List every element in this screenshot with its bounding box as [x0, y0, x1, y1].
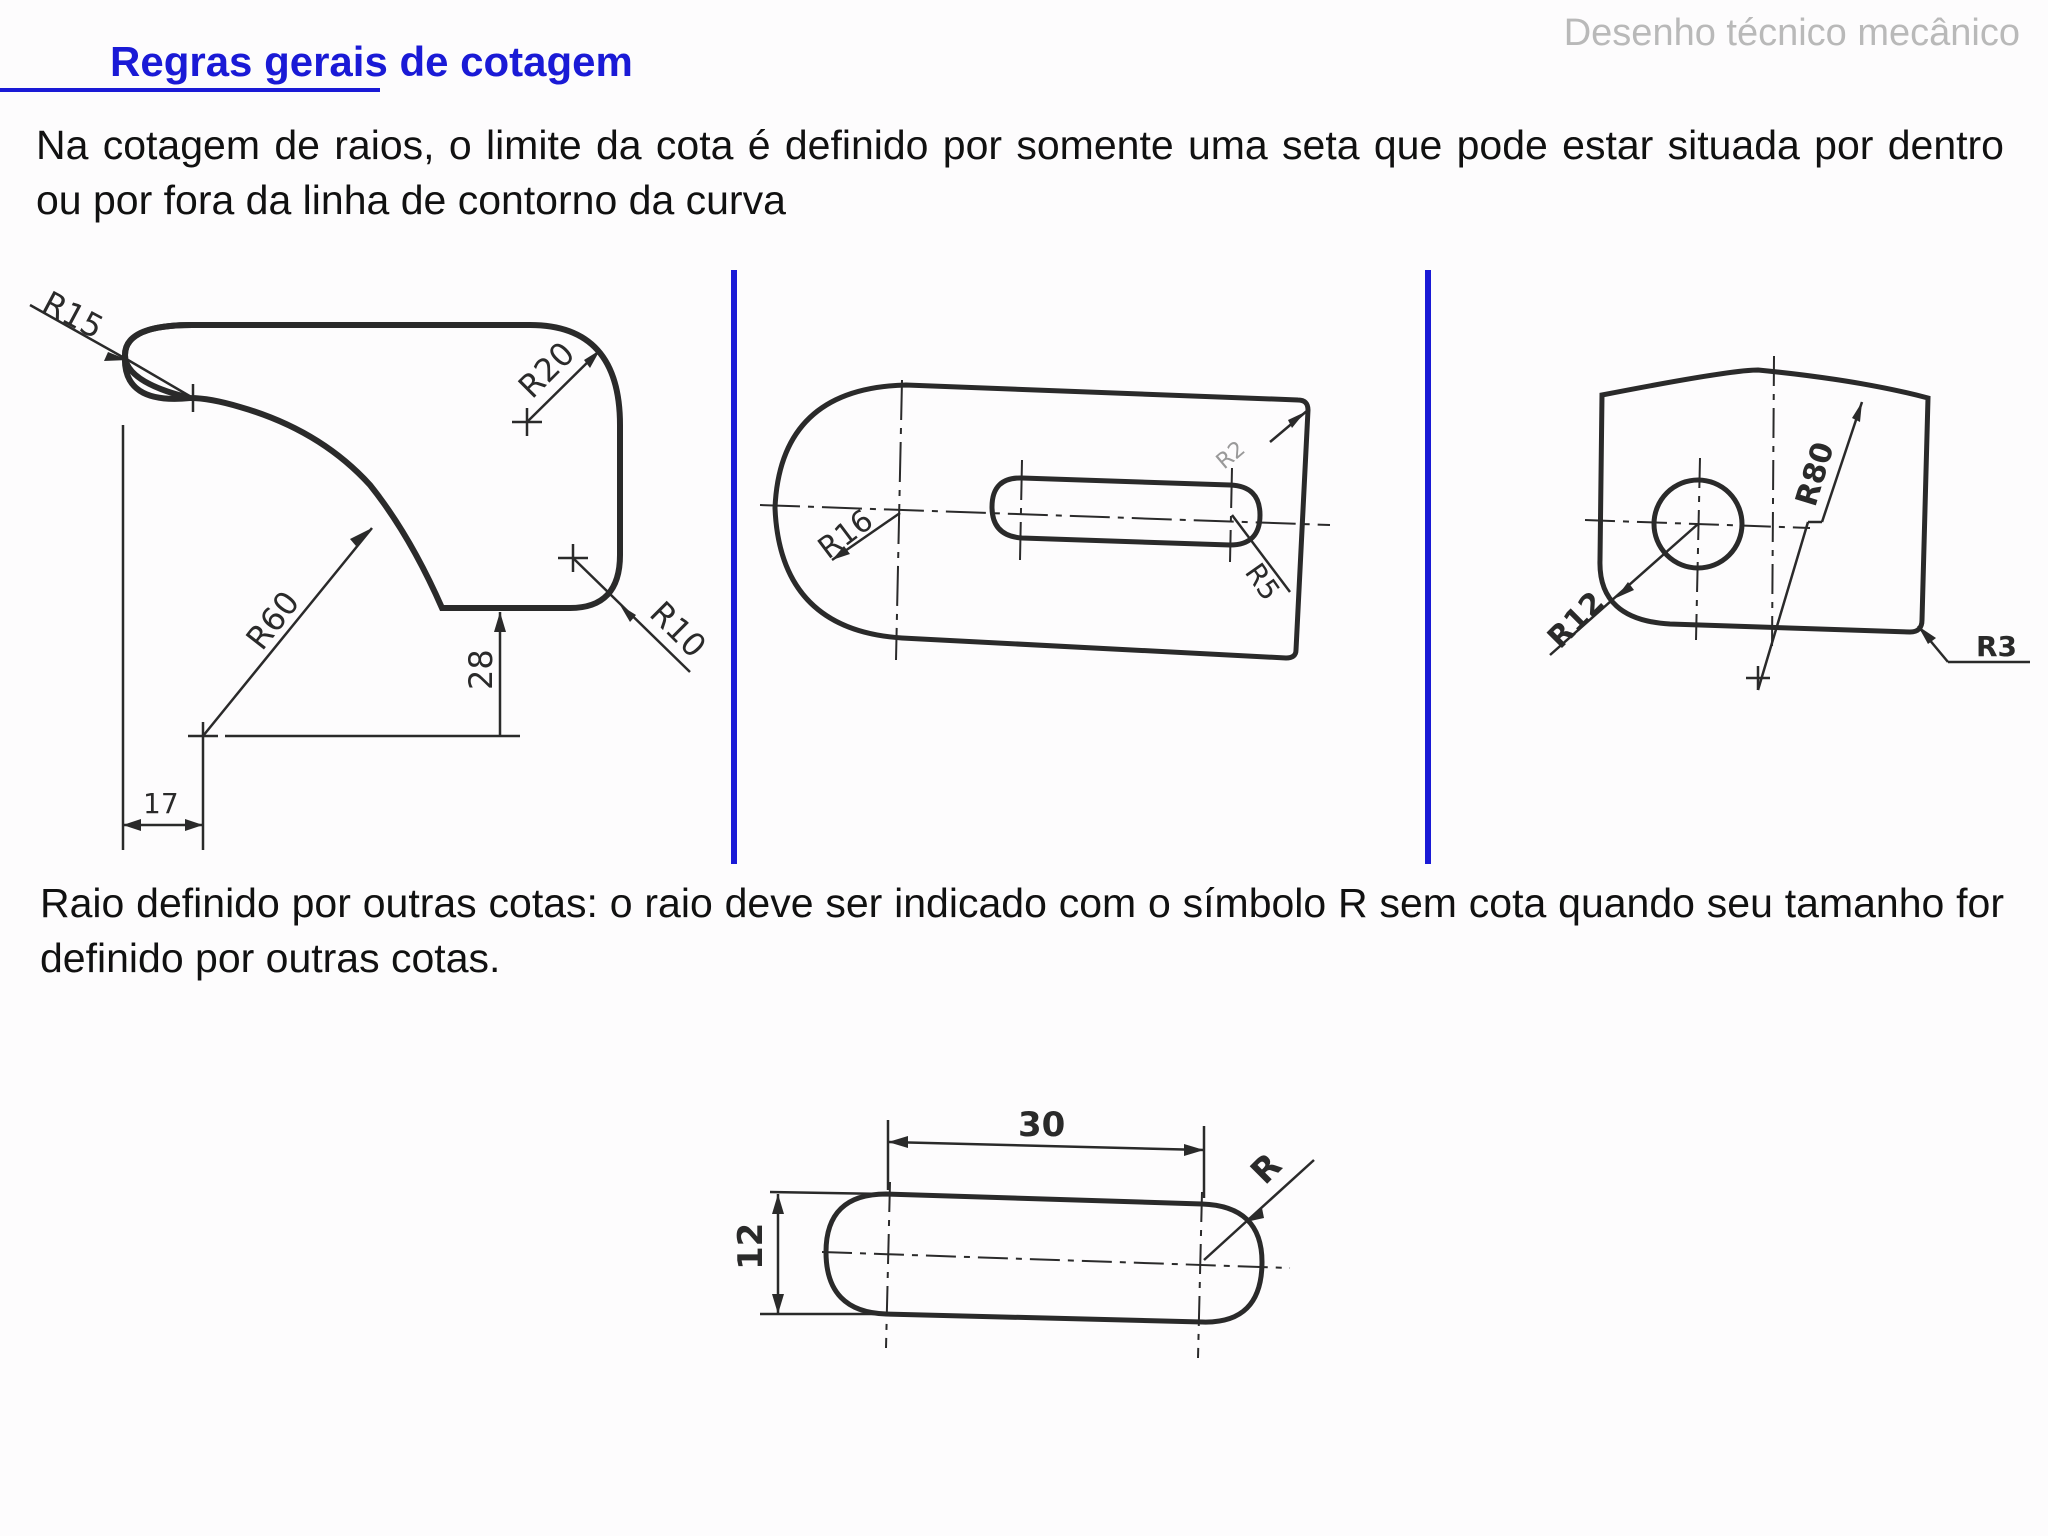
figure-radius-part-3 [1430, 270, 2042, 710]
label-r80: R80 [1789, 438, 1842, 511]
figure-slot [710, 1090, 1330, 1360]
course-name: Desenho técnico mecânico [1563, 12, 2020, 54]
label-r5: R5 [1238, 557, 1287, 607]
label-r15: R15 [36, 283, 110, 347]
label-r20: R20 [510, 334, 583, 406]
label-r: R [1243, 1145, 1290, 1193]
figure-radius-part-1 [0, 260, 730, 860]
title-underline [0, 88, 380, 92]
label-dim-30: 30 [1018, 1105, 1066, 1145]
label-r60: R60 [238, 583, 308, 657]
label-r3: R3 [1976, 630, 2018, 663]
label-r16: R16 [811, 502, 880, 567]
label-dim-17: 17 [143, 787, 179, 820]
label-dim-28: 28 [462, 649, 500, 690]
paragraph-radius-rule: Na cotagem de raios, o limite da cota é definido por somente uma seta que pode estar situada por dentro ou por fora da linha de contorno da curva [36, 122, 2004, 223]
paragraph-radius-symbol: Raio definido por outras cotas: o raio deve ser indicado com o símbolo R sem cota quando seu tamanho for definido por outras cotas. [40, 880, 2004, 981]
figure-divider-1 [731, 270, 737, 864]
label-r2: R2 [1211, 436, 1251, 475]
figure-radius-part-2 [740, 270, 1420, 670]
label-r12: R12 [1540, 585, 1612, 656]
label-dim-12: 12 [731, 1222, 771, 1270]
page-title: Regras gerais de cotagem [110, 38, 633, 85]
label-r10: R10 [642, 593, 714, 666]
